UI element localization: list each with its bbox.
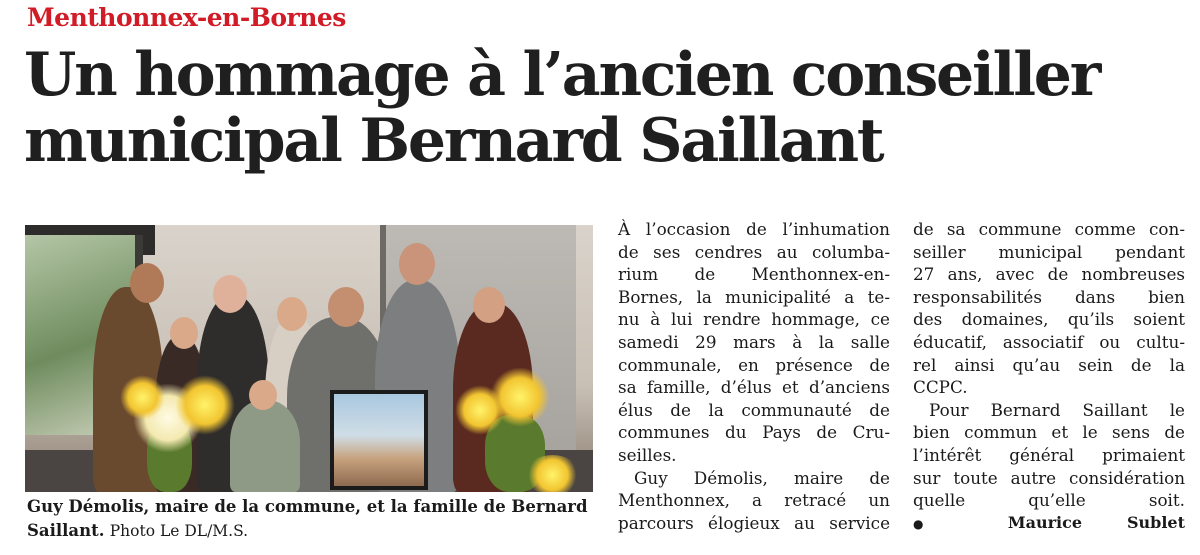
text-line: sur toute autre considération bbox=[913, 467, 1185, 488]
text-line: Guy Démolis, maire de bbox=[634, 467, 890, 488]
photo-credit: Photo Le DL/M.S. bbox=[109, 522, 249, 540]
article-headline bbox=[24, 42, 1184, 174]
text-line: sa famille, d’élus et d’anciens bbox=[618, 377, 890, 398]
text-line: l’intérêt général primaient bbox=[913, 444, 1185, 465]
text-line: quelle qu’elle soit. bbox=[913, 490, 1185, 511]
article-column-2 bbox=[913, 218, 1185, 535]
text-line: seiller municipal pendant bbox=[913, 241, 1185, 262]
text-line: responsabilités dans bien bbox=[913, 286, 1185, 307]
text-line: parcours élogieux au service bbox=[618, 512, 890, 533]
headline-line: Un hommage à l’ancien conseiller bbox=[24, 40, 1100, 110]
text-line: éducatif, associatif ou cultu- bbox=[913, 331, 1185, 352]
text-line: de ses cendres au columba- bbox=[618, 241, 890, 262]
paragraph bbox=[913, 218, 1185, 399]
text-line: rium de Menthonnex-en- bbox=[618, 264, 890, 285]
text-line: Pour Bernard Saillant le bbox=[929, 399, 1185, 420]
text-line: Menthonnex, a retracé un bbox=[618, 490, 890, 511]
article-kicker: Menthonnex-en-Bornes bbox=[27, 3, 346, 32]
author-name: Maurice Sublet bbox=[1007, 512, 1185, 532]
paragraph bbox=[913, 399, 1185, 512]
photo-caption bbox=[27, 495, 593, 543]
text-line: samedi 29 mars à la salle bbox=[618, 331, 890, 352]
portrait-frame bbox=[330, 390, 428, 490]
text-line: 27 ans, avec de nombreuses bbox=[913, 264, 1185, 285]
headline-line: municipal Bernard Saillant bbox=[24, 106, 883, 176]
text-line: rel ainsi qu’au sein de la bbox=[913, 354, 1185, 375]
text-line: communale, en présence de bbox=[618, 354, 890, 375]
paragraph bbox=[618, 218, 890, 467]
article-column-1 bbox=[618, 218, 890, 534]
text-line: nu à lui rendre hommage, ce bbox=[618, 309, 890, 330]
author-signature bbox=[913, 512, 1185, 536]
text-line: communes du Pays de Cru- bbox=[618, 422, 890, 443]
text-line: de sa commune comme con- bbox=[913, 219, 1185, 239]
bullet-icon: ● bbox=[913, 516, 963, 531]
text-line: seilles. bbox=[618, 444, 677, 465]
caption-text: Guy Démolis, maire de la commune, et la famille de Bernard bbox=[27, 497, 588, 516]
caption-text: Saillant. bbox=[27, 521, 105, 540]
article-photo bbox=[25, 225, 593, 492]
paragraph bbox=[618, 467, 890, 535]
text-line: des domaines, qu’ils soient bbox=[913, 309, 1185, 330]
text-line: élus de la communauté de bbox=[618, 399, 890, 420]
text-line: CCPC. bbox=[913, 377, 968, 398]
text-line: bien commun et le sens de bbox=[913, 422, 1185, 443]
text-line: À l’occasion de l’inhumation bbox=[618, 219, 890, 239]
text-line: Bornes, la municipalité a te- bbox=[618, 286, 890, 307]
